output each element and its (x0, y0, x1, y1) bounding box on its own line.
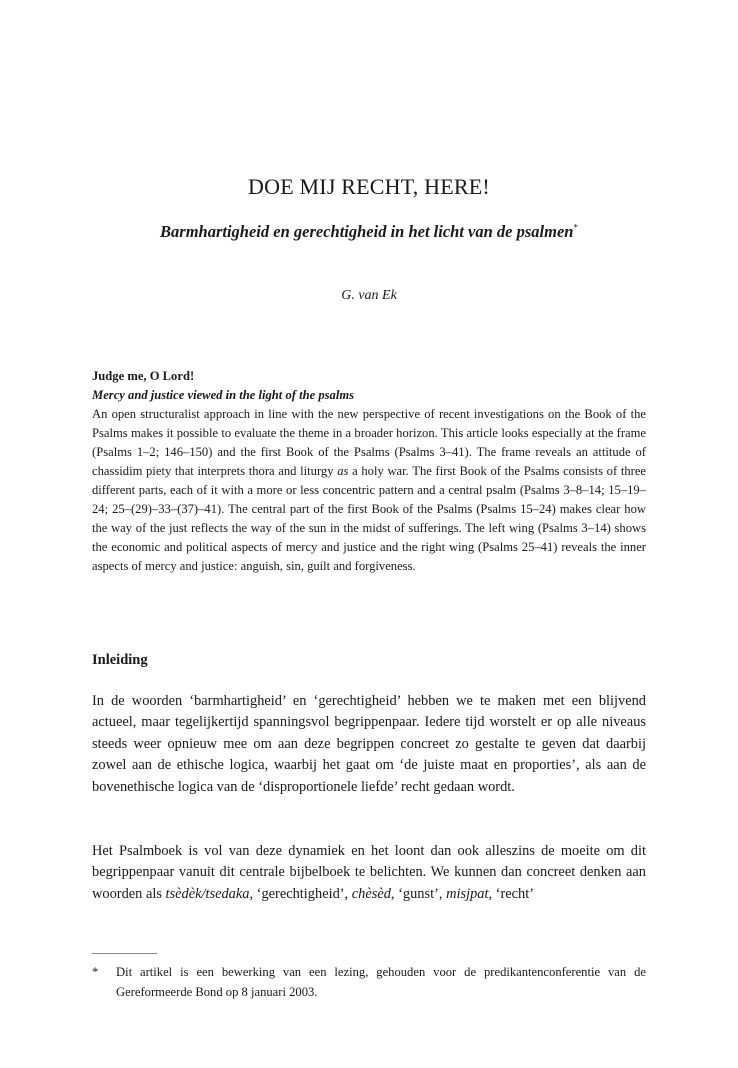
paragraph2-part3: , ‘gunst’, (390, 885, 447, 902)
footnote-mark: * (92, 965, 99, 979)
author-name: G. van Ek (341, 288, 397, 303)
paragraph-text (92, 841, 646, 905)
footnote-divider (92, 953, 157, 954)
abstract-subtitle: Mercy and justice viewed in the light of the psalms (92, 388, 355, 402)
abstract-text-emphasis: as (337, 464, 349, 478)
paragraph2-part4: , ‘recht’ (488, 885, 535, 902)
paragraph2-part1: Het Psalmboek is vol van deze dynamiek en het loont dan ook alleszins de moeite om dit begrippenpaar vanuit dit centrale bijbelboek te belichten. We kunnen dan concreet denken aan woorden als (92, 843, 646, 902)
term-chesed: chèsèd (351, 885, 391, 902)
abstract-text-part2: a holy war. The first Book of the Psalms consists of three different parts, each of it with a more or less concentric pattern and a central psalm (Psalms 3–8–14; 15–19–24; 25–(29)–33–(37)–41). The central part of the first Book of the Psalms (Psalms 15–24) makes clear how the way of the just reflects the way of the sun in the midst of sufferings. The left wing (Psalms 3–14) shows the economic and political aspects of mercy and justice and the right wing (Psalms 25–41) reveals the inner aspects of mercy and justice: anguish, sin, guilt and forgiveness. (92, 464, 646, 573)
paragraph2-part2: , ‘gerechtigheid’, (249, 885, 352, 902)
abstract-title: Judge me, O Lord! (92, 369, 195, 383)
body-paragraph-1 (92, 691, 646, 798)
footnote (92, 962, 646, 1002)
paragraph-text: In de woorden ‘barmhartigheid’ en ‘gerechtigheid’ hebben we te maken met een blijvend actueel, maar tegelijkertijd spanningsvol begrippenpaar. Iedere tijd worstelt er op alle niveaus steeds weer opnieuw mee om aan deze begrippen concreet zo gestalte te geven dat daarbij zowel aan de ethische logica, waarbij het gaat om ‘de juiste maat en proporties’, als aan de bovenethische logica van de ‘disproportionele liefde’ recht gedaan wordt. (92, 693, 646, 795)
page-subtitle (0, 222, 738, 242)
body-paragraph-2 (92, 841, 646, 905)
subtitle-text: Barmhartigheid en gerechtigheid in het licht van de psalmen (160, 222, 574, 241)
page-title: DOE MIJ RECHT, HERE! (248, 174, 490, 199)
section-heading: Inleiding (92, 652, 148, 668)
term-tsedek: tsèdèk/tsedaka (165, 885, 250, 902)
abstract-block (92, 367, 646, 576)
footnote-text: Dit artikel is een bewerking van een lezing, gehouden voor de predikantenconferentie van de Gereformeerde Bond op 8 januari 2003. (116, 965, 646, 999)
abstract-text-part1: An open structuralist approach in line with the new perspective of recent investigations on the Book of the Psalms makes it possible to evaluate the theme in a broader horizon. This article looks especially at the frame (Psalms 1–2; 146–150) and the first Book of the Psalms (Psalms 3–41). The frame reveals an attitude of chassidim piety that interprets thora and liturgy (92, 407, 646, 478)
abstract-text (92, 405, 646, 576)
footnote-reference-mark[interactable]: * (573, 222, 578, 233)
term-misjpat: misjpat (446, 885, 489, 902)
